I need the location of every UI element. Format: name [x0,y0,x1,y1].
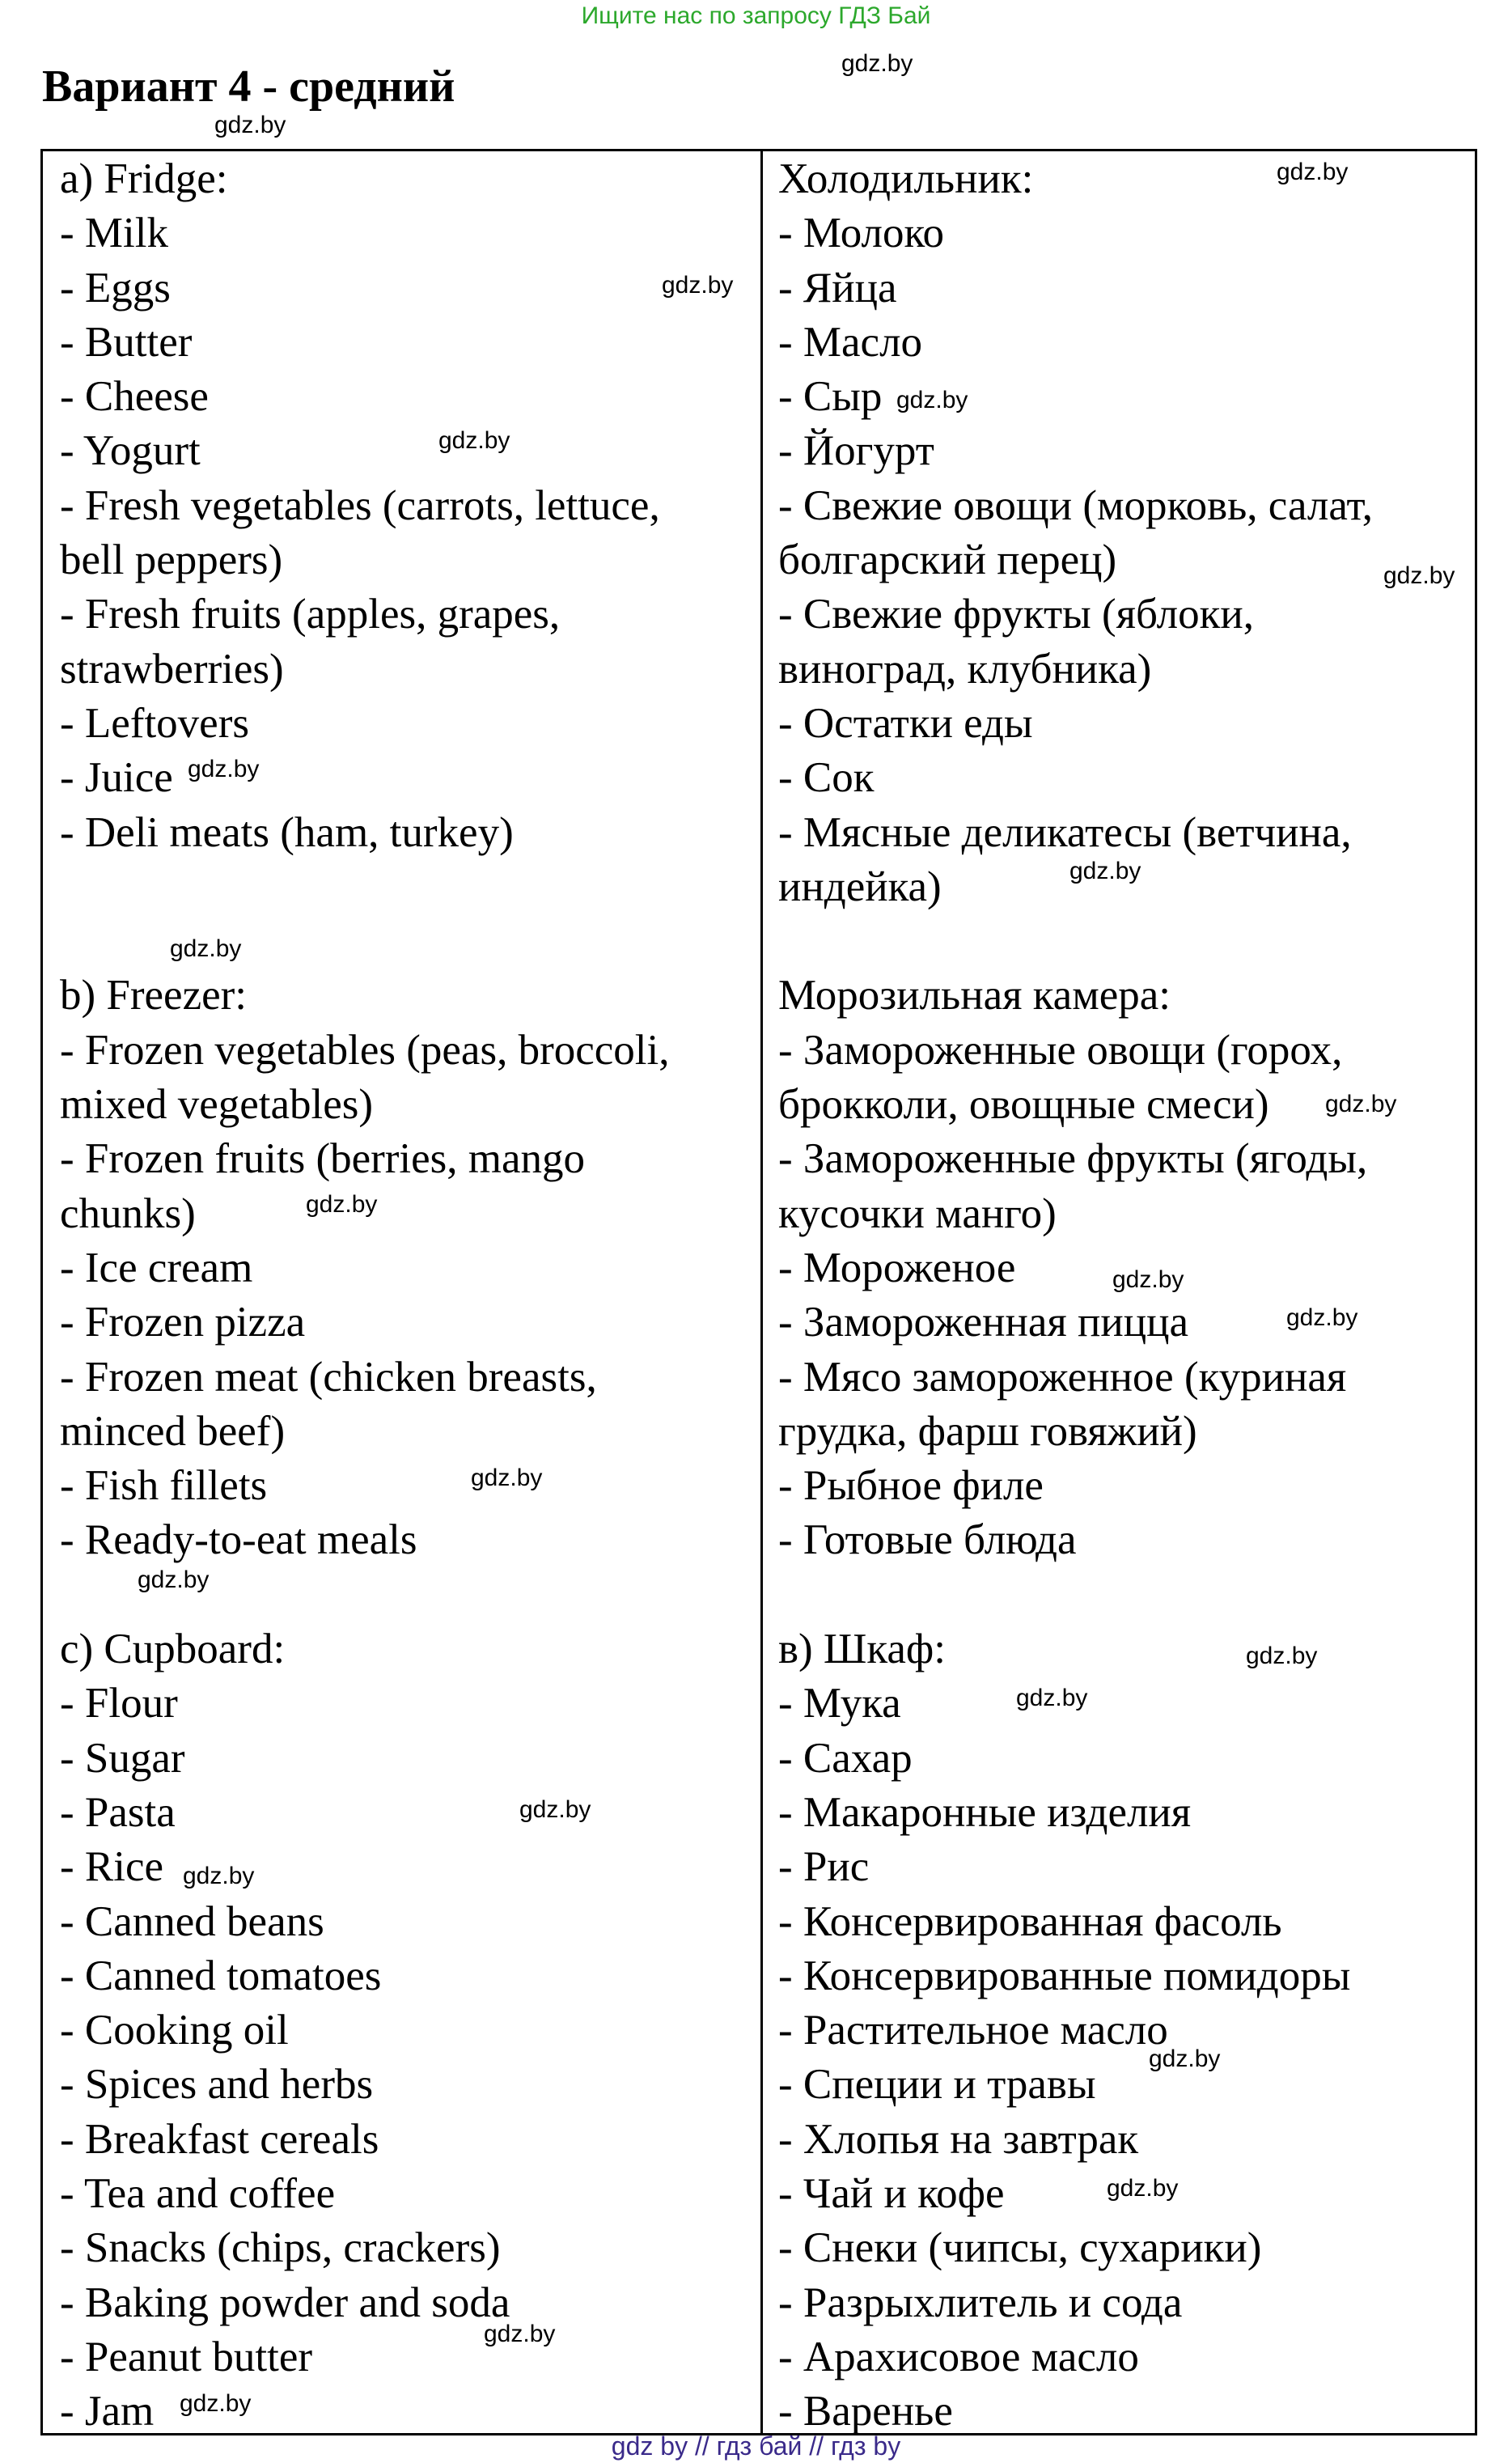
list-item: - Молоко [778,210,945,257]
list-item: - Frozen pizza [60,1299,306,1346]
list-item: брокколи, овощные смеси) [778,1081,1269,1129]
watermark: gdz.by [306,1191,378,1218]
watermark: gdz.by [471,1465,543,1491]
list-item: - Tea and coffee [60,2169,336,2217]
list-item: - Yogurt [60,427,201,475]
watermark: gdz.by [1383,562,1455,589]
list-item: - Свежие фрукты (яблоки, [778,591,1254,638]
watermark: gdz.by [1107,2175,1179,2202]
blank-line [778,914,1466,969]
list-item: - Сахар [778,1734,913,1782]
list-item: - Замороженная пицца [778,1299,1188,1346]
list-item: болгарский перец) [778,536,1117,584]
blank-line [60,860,748,914]
page-title: Вариант 4 - средний [42,61,455,112]
list-item: - Чай и кофе [778,2169,1005,2217]
list-item: minced beef) [60,1407,286,1455]
watermark: gdz.by [896,387,968,413]
footer-text: gdz by // гдз бай // гдз by [611,2431,901,2461]
list-item: - Breakfast cereals [60,2115,379,2163]
english-column [60,152,748,2439]
list-item: bell peppers) [60,536,283,584]
watermark: gdz.by [519,1796,591,1823]
list-item: mixed vegetables) [60,1081,374,1129]
list-item: b) Freezer: [60,972,247,1020]
list-item: - Яйца [778,264,897,312]
list-item: - Сок [778,754,875,802]
watermark: gdz.by [841,50,913,77]
list-item: - Замороженные овощи (горох, [778,1026,1343,1074]
list-item: - Хлопья на завтрак [778,2115,1139,2163]
list-item: - Spices and herbs [60,2061,374,2109]
list-item: - Peanut butter [60,2333,313,2380]
russian-column [778,152,1466,2439]
search-banner: Ищите нас по запросу ГДЗ Бай [581,2,931,29]
list-item: - Frozen fruits (berries, mango [60,1135,586,1183]
list-item: - Остатки еды [778,699,1033,747]
list-item: - Ice cream [60,1244,253,1291]
blank-line [60,914,748,969]
list-item: a) Fridge: [60,155,228,202]
list-item: - Йогурт [778,427,934,475]
list-item: - Flour [60,1680,178,1727]
watermark: gdz.by [1246,1643,1318,1669]
list-item: - Консервированные помидоры [778,1952,1351,1999]
list-item: - Готовые блюда [778,1516,1077,1564]
list-item: - Rice [60,1843,164,1891]
list-item: - Мясные деликатесы (ветчина, [778,808,1352,856]
watermark: gdz.by [662,272,734,299]
list-item: - Замороженные фрукты (ягоды, [778,1135,1368,1183]
list-item: - Рыбное филе [778,1462,1044,1510]
list-item: - Мука [778,1680,901,1727]
column-divider [760,149,763,2435]
watermark: gdz.by [438,427,510,454]
list-item: - Масло [778,318,923,366]
list-item: в) Шкаф: [778,1626,946,1673]
list-item: - Fresh fruits (apples, grapes, [60,591,561,638]
list-item: - Cooking oil [60,2007,289,2054]
watermark: gdz.by [180,2390,252,2417]
watermark: gdz.by [1069,858,1141,884]
list-item: - Мясо замороженное (куриная [778,1353,1347,1401]
list-item: - Консервированная фасоль [778,1897,1282,1945]
list-item: - Frozen vegetables (peas, broccoli, [60,1026,670,1074]
list-item: - Canned tomatoes [60,1952,382,1999]
list-item: - Растительное масло [778,2007,1168,2054]
list-item: - Cheese [60,373,209,421]
list-item: Морозильная камера: [778,972,1171,1020]
list-item: c) Cupboard: [60,1626,286,1673]
blank-line [778,1568,1466,1622]
list-item: кусочки манго) [778,1189,1057,1237]
list-item: - Sugar [60,1734,185,1782]
watermark: gdz.by [1277,159,1349,185]
list-item: - Pasta [60,1788,176,1836]
list-item: - Fresh vegetables (carrots, lettuce, [60,481,660,529]
list-item: - Leftovers [60,699,249,747]
list-item: виноград, клубника) [778,645,1152,693]
list-item: - Snacks (chips, crackers) [60,2224,501,2272]
list-item: - Снеки (чипсы, сухарики) [778,2224,1262,2272]
watermark: gdz.by [1325,1091,1397,1117]
watermark: gdz.by [1112,1266,1184,1293]
list-item: индейка) [778,863,942,910]
list-item: - Мороженое [778,1244,1016,1291]
list-item: - Butter [60,318,193,366]
list-item: - Milk [60,210,168,257]
list-item: - Canned beans [60,1897,324,1945]
list-item: - Deli meats (ham, turkey) [60,808,514,856]
list-item: - Baking powder and soda [60,2279,510,2326]
list-item: - Frozen meat (chicken breasts, [60,1353,597,1401]
list-item: - Eggs [60,264,171,312]
watermark: gdz.by [484,2321,556,2347]
list-item: - Juice [60,754,173,802]
list-item: Холодильник: [778,155,1034,202]
list-item: - Макаронные изделия [778,1788,1192,1836]
list-item: - Арахисовое масло [778,2333,1139,2380]
list-item: - Сыр [778,373,883,421]
list-item: - Fish fillets [60,1462,268,1510]
watermark: gdz.by [1016,1685,1088,1711]
list-item: - Jam [60,2388,155,2435]
watermark: gdz.by [183,1863,255,1889]
list-item: - Свежие овощи (морковь, салат, [778,481,1373,529]
list-item: - Разрыхлитель и сода [778,2279,1183,2326]
list-item: - Рис [778,1843,870,1891]
watermark: gdz.by [214,112,286,138]
watermark: gdz.by [1286,1304,1358,1331]
list-item: - Специи и травы [778,2061,1096,2109]
list-item: chunks) [60,1189,196,1237]
watermark: gdz.by [188,756,260,782]
watermark: gdz.by [138,1566,210,1593]
watermark: gdz.by [1149,2045,1221,2072]
watermark: gdz.by [170,935,242,962]
list-item: - Варенье [778,2388,953,2435]
list-item: - Ready-to-eat meals [60,1516,417,1564]
list-item: грудка, фарш говяжий) [778,1407,1197,1455]
list-item: strawberries) [60,645,284,693]
